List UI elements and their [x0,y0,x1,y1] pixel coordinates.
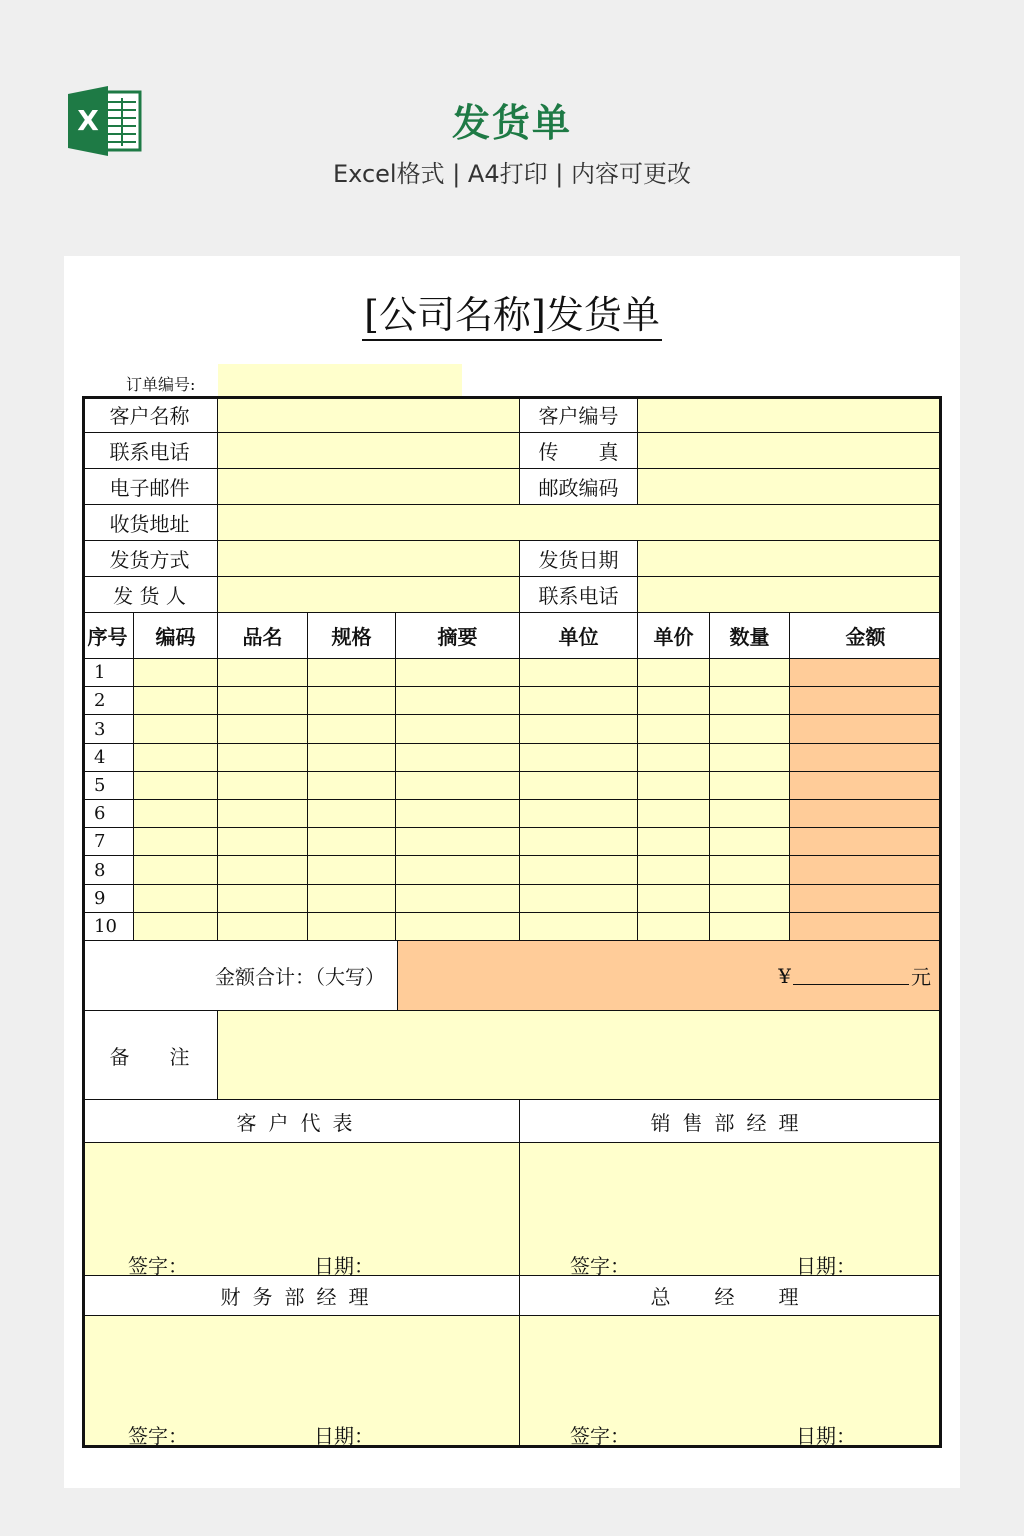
shipping-form [82,396,942,1448]
ship-date-label: 发货日期 [520,541,638,577]
sign-label: 签字： [570,1424,630,1448]
column-header: 摘要 [396,613,520,659]
table-cell[interactable] [520,772,638,800]
sign-label: 签字： [128,1254,188,1278]
table-cell[interactable] [134,772,218,800]
table-cell[interactable] [134,885,218,913]
postcode-label: 邮政编码 [520,469,638,505]
table-cell[interactable] [638,856,710,885]
shipper-phone-label: 联系电话 [520,577,638,613]
customer-no-label: 客户编号 [520,396,638,433]
excel-logo-letter: X [77,104,99,137]
row-number: 5 [82,772,134,800]
table-cell[interactable] [520,913,638,941]
address-input[interactable] [218,505,942,541]
column-header: 单价 [638,613,710,659]
amount-cell[interactable] [790,687,942,715]
fax-input[interactable] [638,433,942,469]
table-cell[interactable] [520,687,638,715]
table-cell[interactable] [710,800,790,828]
row-number: 6 [82,800,134,828]
table-cell[interactable] [520,885,638,913]
table-cell[interactable] [638,659,710,687]
document-title: [公司名称]发货单 [0,284,1024,339]
table-cell[interactable] [308,885,396,913]
shipper-label: 发 货 人 [82,577,218,613]
amount-cell[interactable] [790,772,942,800]
date-label: 日期： [796,1424,856,1448]
table-cell[interactable] [134,828,218,856]
email-input[interactable] [218,469,520,505]
postcode-input[interactable] [638,469,942,505]
amount-cell[interactable] [790,828,942,856]
currency-symbol: ¥ [778,963,791,988]
table-cell[interactable] [134,715,218,744]
table-cell[interactable] [396,828,520,856]
table-cell[interactable] [710,659,790,687]
table-cell[interactable] [520,715,638,744]
amount-cell[interactable] [790,913,942,941]
table-cell[interactable] [638,885,710,913]
date-label: 日期： [314,1424,374,1448]
table-cell[interactable] [134,913,218,941]
customer-name-input[interactable] [218,396,520,433]
row-number: 8 [82,856,134,885]
table-cell[interactable] [396,800,520,828]
table-cell[interactable] [520,828,638,856]
amount-cell[interactable] [790,885,942,913]
address-label: 收货地址 [82,505,218,541]
table-cell[interactable] [134,800,218,828]
table-cell[interactable] [218,828,308,856]
table-cell[interactable] [520,800,638,828]
row-number: 10 [82,913,134,941]
table-cell[interactable] [520,659,638,687]
customer-name-label: 客户名称 [82,396,218,433]
customer-no-input[interactable] [638,396,942,433]
table-cell[interactable] [396,687,520,715]
table-cell[interactable] [710,715,790,744]
date-label: 日期： [314,1254,374,1278]
table-cell[interactable] [710,856,790,885]
row-number: 1 [82,659,134,687]
row-number: 9 [82,885,134,913]
column-header: 金额 [790,613,942,659]
table-cell[interactable] [308,772,396,800]
table-cell[interactable] [396,856,520,885]
table-cell[interactable] [308,913,396,941]
ship-method-input[interactable] [218,541,520,577]
table-cell[interactable] [638,913,710,941]
table-cell[interactable] [396,913,520,941]
ship-method-label: 发货方式 [82,541,218,577]
table-cell[interactable] [218,687,308,715]
ship-date-input[interactable] [638,541,942,577]
total-label: 金额合计：（大写） [82,941,398,1011]
amount-cell[interactable] [790,715,942,744]
column-header: 序号 [82,613,134,659]
table-cell[interactable] [218,659,308,687]
table-cell[interactable] [218,913,308,941]
shipper-input[interactable] [218,577,520,613]
table-cell[interactable] [134,744,218,772]
table-cell[interactable] [134,856,218,885]
table-cell[interactable] [710,828,790,856]
table-cell[interactable] [710,772,790,800]
table-cell[interactable] [308,800,396,828]
amount-cell[interactable] [790,744,942,772]
column-header: 单位 [520,613,638,659]
customer-rep-header: 客户代表 [82,1100,520,1143]
email-label: 电子邮件 [82,469,218,505]
table-cell[interactable] [710,744,790,772]
table-cell[interactable] [308,687,396,715]
sales-manager-header: 销售部经理 [520,1100,942,1143]
table-cell[interactable] [638,828,710,856]
table-cell[interactable] [218,856,308,885]
page-subtitle: Excel格式 | A4打印 | 内容可更改 [333,160,691,188]
table-cell[interactable] [396,659,520,687]
table-cell[interactable] [396,715,520,744]
amount-cell[interactable] [790,800,942,828]
table-cell[interactable] [308,828,396,856]
table-cell[interactable] [134,687,218,715]
table-cell[interactable] [218,772,308,800]
amount-cell[interactable] [790,856,942,885]
date-label: 日期： [796,1254,856,1278]
order-number-input[interactable] [218,364,462,396]
table-cell[interactable] [218,715,308,744]
general-manager-header: 总 经 理 [520,1276,942,1316]
sign-label: 签字： [570,1254,630,1278]
table-cell[interactable] [638,715,710,744]
table-cell[interactable] [218,800,308,828]
table-cell[interactable] [134,659,218,687]
table-cell[interactable] [308,856,396,885]
table-cell[interactable] [520,856,638,885]
total-amount-blank[interactable] [793,967,909,985]
page-title: 发货单 [451,101,572,145]
table-cell[interactable] [396,744,520,772]
table-cell[interactable] [520,744,638,772]
total-amount-field[interactable] [398,941,942,1011]
phone-label: 联系电话 [82,433,218,469]
currency-unit: 元 [911,965,931,989]
table-cell[interactable] [638,687,710,715]
row-number: 2 [82,687,134,715]
table-cell[interactable] [396,885,520,913]
amount-cell[interactable] [790,659,942,687]
row-number: 3 [82,715,134,744]
table-cell[interactable] [710,885,790,913]
order-number-label: 订单编号: [126,375,196,394]
table-cell[interactable] [396,772,520,800]
table-cell[interactable] [638,744,710,772]
table-cell[interactable] [638,800,710,828]
shipper-phone-input[interactable] [638,577,942,613]
table-cell[interactable] [710,687,790,715]
table-cell[interactable] [218,744,308,772]
remarks-input[interactable] [218,1011,942,1100]
column-header: 品名 [218,613,308,659]
row-number: 7 [82,828,134,856]
table-cell[interactable] [218,885,308,913]
table-cell[interactable] [308,715,396,744]
fax-label: 传 真 [520,433,638,469]
remarks-label: 备 注 [82,1011,218,1100]
table-cell[interactable] [308,744,396,772]
table-cell[interactable] [638,772,710,800]
column-header: 编码 [134,613,218,659]
row-number: 4 [82,744,134,772]
table-cell[interactable] [308,659,396,687]
phone-input[interactable] [218,433,520,469]
table-cell[interactable] [710,913,790,941]
sign-label: 签字： [128,1424,188,1448]
column-header: 数量 [710,613,790,659]
finance-manager-header: 财务部经理 [82,1276,520,1316]
column-header: 规格 [308,613,396,659]
